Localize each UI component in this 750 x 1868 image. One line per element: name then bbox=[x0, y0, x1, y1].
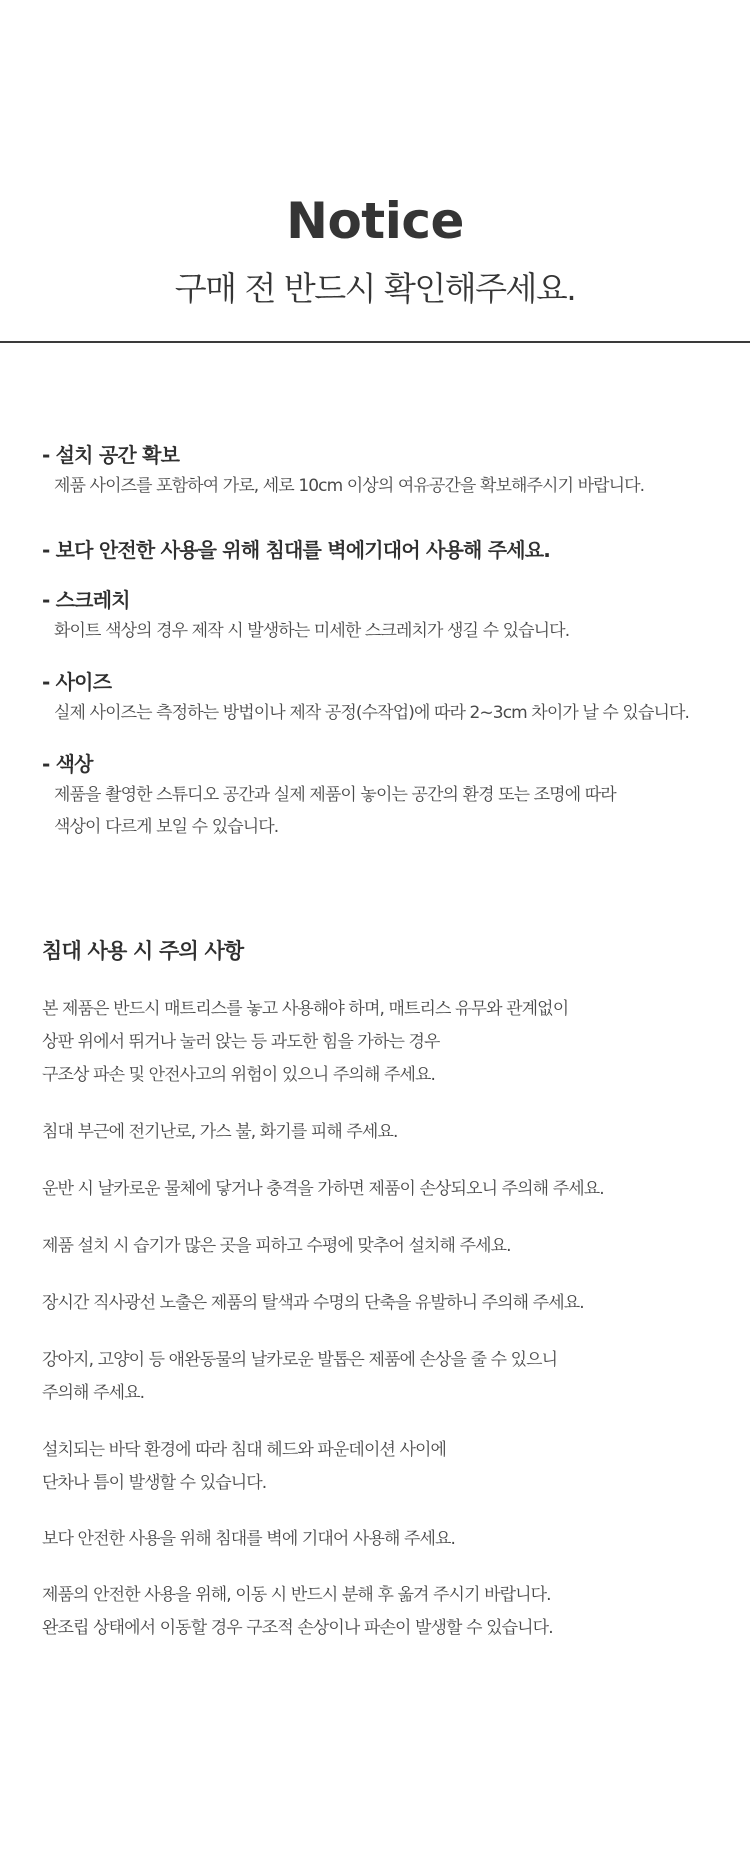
notice-item-desc: 화이트 색상의 경우 제작 시 발생하는 미세한 스크레치가 생길 수 있습니다. bbox=[54, 621, 570, 641]
header-divider bbox=[0, 341, 750, 343]
caution-paragraph bbox=[42, 1287, 742, 1320]
caution-paragraph bbox=[42, 1344, 742, 1410]
caution-paragraph bbox=[42, 1230, 742, 1263]
notice-item-title: - 보다 안전한 사용을 위해 침대를 벽에기대어 사용해 주세요. bbox=[42, 538, 551, 562]
caution-line: 보다 안전한 사용을 위해 침대를 벽에 기대어 사용해 주세요. bbox=[42, 1529, 456, 1549]
caution-line: 장시간 직사광선 노출은 제품의 탈색과 수명의 단축을 유발하니 주의해 주세요. bbox=[42, 1293, 584, 1313]
caution-paragraph bbox=[42, 1523, 742, 1556]
notice-item-scratch bbox=[42, 585, 742, 647]
caution-line: 구조상 파손 및 안전사고의 위험이 있으니 주의해 주세요. bbox=[42, 1065, 436, 1085]
caution-paragraph bbox=[42, 1116, 742, 1149]
caution-paragraph bbox=[42, 1579, 742, 1645]
page-title: Notice bbox=[286, 192, 464, 250]
caution-paragraph bbox=[42, 1173, 742, 1206]
notice-item-wall-use bbox=[42, 535, 742, 565]
caution-line: 운반 시 날카로운 물체에 닿거나 충격을 가하면 제품이 손상되오니 주의해 주세요. bbox=[42, 1179, 604, 1199]
caution-line: 본 제품은 반드시 매트리스를 놓고 사용해야 하며, 매트리스 유무와 관계없이 bbox=[42, 999, 569, 1019]
caution-line: 완조립 상태에서 이동할 경우 구조적 손상이나 파손이 발생할 수 있습니다. bbox=[42, 1618, 553, 1638]
page-subtitle: 구매 전 반드시 확인해주세요. bbox=[174, 269, 576, 308]
notice-item-title: - 스크레치 bbox=[42, 588, 130, 612]
notice-item-color bbox=[42, 749, 742, 843]
caution-line: 제품 설치 시 습기가 많은 곳을 피하고 수평에 맞추어 설치해 주세요. bbox=[42, 1236, 511, 1256]
caution-line: 침대 부근에 전기난로, 가스 불, 화기를 피해 주세요. bbox=[42, 1122, 398, 1142]
notice-item-desc: 실제 사이즈는 측정하는 방법이나 제작 공정(수작업)에 따라 2~3cm 차이가 날 수 있습니다. bbox=[54, 703, 690, 723]
caution-line: 상판 위에서 뛰거나 눌러 앉는 등 과도한 힘을 가하는 경우 bbox=[42, 1032, 440, 1052]
notice-item-desc: 색상이 다르게 보일 수 있습니다. bbox=[54, 817, 279, 837]
caution-line: 단차나 틈이 발생할 수 있습니다. bbox=[42, 1473, 267, 1493]
notice-item-title: - 설치 공간 확보 bbox=[42, 443, 180, 467]
caution-heading: 침대 사용 시 주의 사항 bbox=[42, 939, 244, 963]
caution-paragraph bbox=[42, 993, 742, 1092]
caution-paragraph bbox=[42, 1434, 742, 1500]
notice-item-size bbox=[42, 667, 742, 729]
notice-header bbox=[0, 0, 750, 343]
caution-line: 주의해 주세요. bbox=[42, 1383, 145, 1403]
notice-item-install-space bbox=[42, 440, 742, 502]
notice-item-desc: 제품을 촬영한 스튜디오 공간과 실제 제품이 놓이는 공간의 환경 또는 조명에 따라 bbox=[54, 785, 616, 805]
notice-item-desc: 제품 사이즈를 포함하여 가로, 세로 10cm 이상의 여유공간을 확보해주시기 바랍니다. bbox=[54, 476, 645, 496]
caution-line: 제품의 안전한 사용을 위해, 이동 시 반드시 분해 후 옮겨 주시기 바랍니다. bbox=[42, 1585, 551, 1605]
notice-item-title: - 색상 bbox=[42, 752, 93, 776]
caution-line: 설치되는 바닥 환경에 따라 침대 헤드와 파운데이션 사이에 bbox=[42, 1440, 447, 1460]
notice-item-title: - 사이즈 bbox=[42, 670, 112, 694]
caution-line: 강아지, 고양이 등 애완동물의 날카로운 발톱은 제품에 손상을 줄 수 있으니 bbox=[42, 1350, 558, 1370]
